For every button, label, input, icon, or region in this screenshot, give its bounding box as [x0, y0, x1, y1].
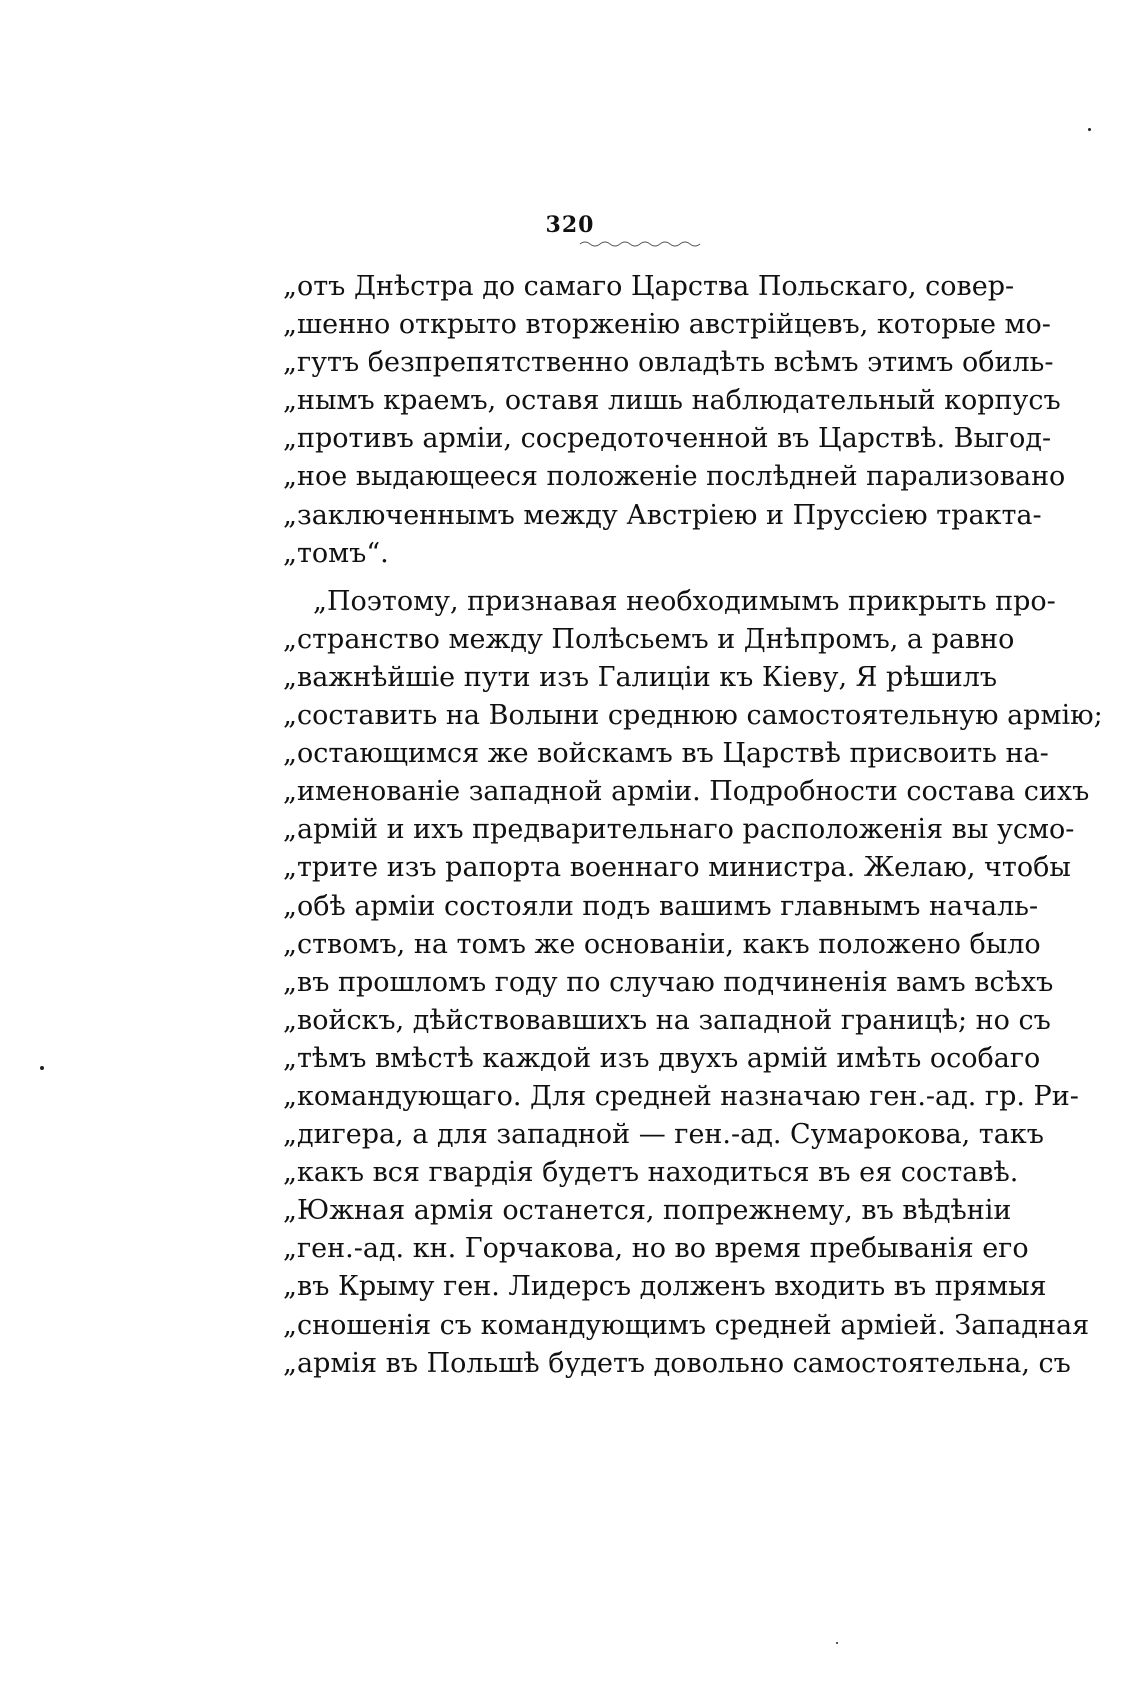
text-line: „войскъ, дѣйствовавшихъ на западной границѣ; но съ [283, 1004, 1051, 1036]
scan-speck [836, 1642, 838, 1644]
text-line: „Южная армія останется, попрежнему, въ вѣдѣніи [283, 1195, 1012, 1227]
text-line: „заключеннымъ между Австріею и Пруссіею тракта- [283, 499, 1042, 531]
text-line: „армія въ Польшѣ будетъ довольно самостоятельна, съ [283, 1347, 1071, 1379]
scan-speck [40, 1066, 44, 1070]
text-line: „командующаго. Для средней назначаю ген.-ад. гр. Ри- [283, 1080, 1079, 1112]
text-line: „шенно открыто вторженію австрійцевъ, которые мо- [283, 309, 1051, 341]
text-line: „остающимся же войскамъ въ Царствѣ присвоить на- [283, 738, 1049, 770]
text-line: „въ прошломъ году по случаю подчиненія вамъ всѣхъ [283, 966, 1054, 998]
text-line: „противъ арміи, сосредоточенной въ Царствѣ. Выгод- [283, 423, 1052, 455]
text-line: „ное выдающееся положеніе послѣдней парализовано [283, 461, 1066, 493]
text-line: „какъ вся гвардія будетъ находиться въ ея составѣ. [283, 1157, 1019, 1189]
text-line: „трите изъ рапорта военнаго министра. Желаю, чтобы [283, 852, 1071, 884]
page-number: 320 [545, 212, 595, 238]
text-line: „важнѣйшіе пути изъ Галиціи къ Кіеву, Я рѣшилъ [283, 661, 998, 693]
text-line: „армій и ихъ предварительнаго расположенія вы усмо- [283, 814, 1075, 846]
text-line: „ген.-ад. кн. Горчакова, но во время пребыванія его [283, 1233, 1029, 1265]
text-line: „именованіе западной арміи. Подробности состава сихъ [283, 776, 1090, 808]
text-line: „дигера, а для западной — ген.-ад. Сумарокова, такъ [283, 1119, 1044, 1151]
text-line: „обѣ арміи состояли подъ вашимъ главнымъ началь- [283, 890, 1039, 922]
paragraph [283, 583, 1103, 1383]
paragraph-gap [283, 573, 988, 583]
text-line: „ствомъ, на томъ же основаніи, какъ положено было [283, 928, 1041, 960]
scan-speck [1088, 128, 1091, 131]
text-line: „Поэтому, признавая необходимымъ прикрыть про- [313, 585, 1056, 617]
text-line: „въ Крыму ген. Лидерсъ долженъ входить въ прямыя [283, 1271, 1047, 1303]
body-text [283, 268, 1103, 1383]
text-line: „странство между Полѣсьемъ и Днѣпромъ, а равно [283, 623, 1015, 655]
text-line: „тѣмъ вмѣстѣ каждой изъ двухъ армій имѣть особаго [283, 1042, 1041, 1074]
page-number-ornament [580, 240, 700, 248]
text-line: „отъ Днѣстра до самаго Царства Польскаго, совер- [283, 271, 1015, 302]
paragraph [283, 268, 1066, 573]
text-line: „томъ“. [283, 537, 389, 569]
text-line: „составить на Волыни среднюю самостоятельную армію; [283, 700, 1103, 732]
text-line: „нымъ краемъ, оставя лишь наблюдательный корпусъ [283, 385, 1061, 417]
text-line: „сношенія съ командующимъ средней арміей. Западная [283, 1309, 1090, 1341]
text-line: „гутъ безпрепятственно овладѣть всѣмъ этимъ обиль- [283, 347, 1054, 379]
